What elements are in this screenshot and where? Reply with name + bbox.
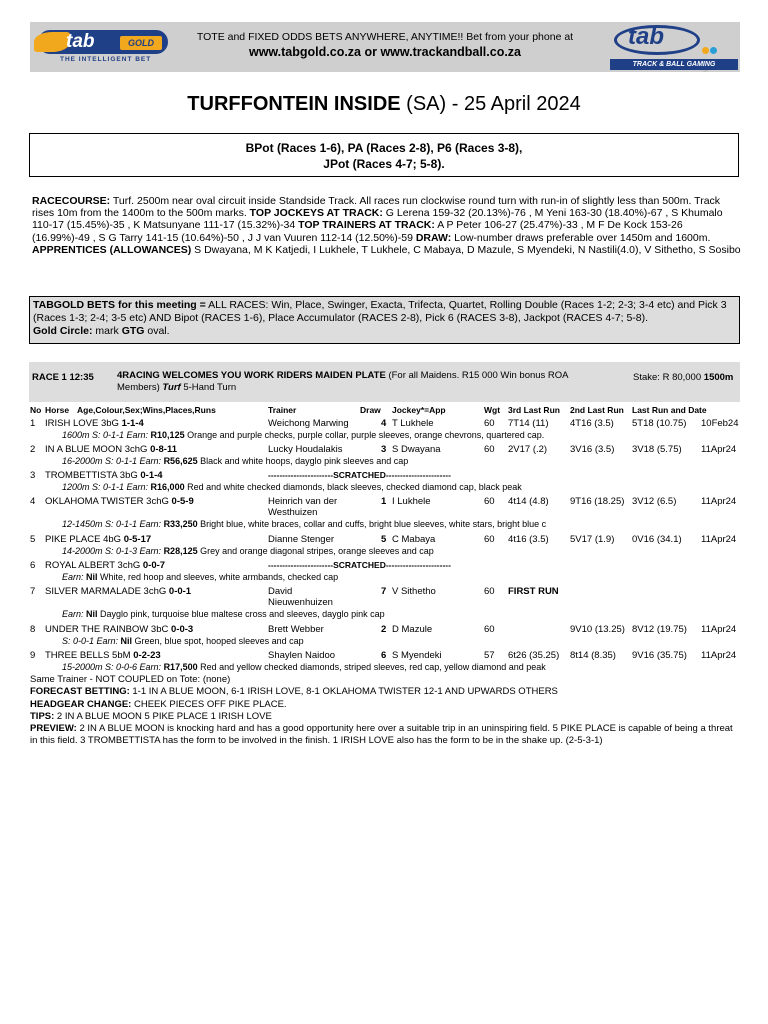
- runner-jockey: V Sithetho: [392, 586, 436, 597]
- runner-colours: Bright blue, white braces, collar and cuffs, bright blue sleeves, white stars, bright blue c: [197, 519, 547, 529]
- bets-box: [29, 296, 740, 344]
- runner-stats: 12-1450m S: 0-1-1 Earn:: [62, 519, 164, 529]
- col-trainer: Trainer: [268, 405, 297, 415]
- preview-line: [30, 723, 742, 748]
- trainers-text: A P Peter 106-27 (25.47%)-33 , M F De Kock 153-26 (16.99%)-49 , S G Tarry 141-15 (10.64%)-50 , J J van Vuuren 112-14 (12.50%)-59: [32, 219, 683, 244]
- runner-notes: [62, 456, 408, 466]
- runner-stats: Earn:: [62, 609, 87, 619]
- trackandball-logo[interactable]: [610, 23, 738, 71]
- runner-earnings: R16,000: [150, 482, 185, 492]
- racecourse-label: RACECOURSE:: [32, 195, 111, 207]
- tips-text: 2 IN A BLUE MOON 5 PIKE PLACE 1 IRISH LOVE: [54, 710, 272, 722]
- racecourse-info: [32, 195, 742, 256]
- last-run: 8V12 (19.75): [632, 624, 687, 635]
- last-run-date: 11Apr24: [701, 650, 737, 661]
- runner-draw: 7: [381, 586, 387, 597]
- runner-colours: Red and yellow checked diamonds, striped sleeves, red cap, yellow diamond and peak: [197, 662, 546, 672]
- last-run: 3V18 (5.75): [632, 444, 682, 455]
- page-title: [0, 93, 768, 116]
- second-last-run: 8t14 (8.35): [570, 650, 616, 661]
- preview-text: 2 IN A BLUE MOON is knocking hard and has a good opportunity here over a suitable trip in an uninspiring field. 5 PIKE PLACE is capable of being a threat in this field. 3 TROMBETTISTA has the form to be involved in the finish. 1 IRISH LOVE also has the form to be in the shake up. (2-5-3-1): [30, 723, 733, 747]
- gold-circle-end: oval.: [144, 325, 170, 337]
- col-weight: Wgt: [484, 405, 501, 415]
- col-details: Age,Colour,Sex;Wins,Places,Runs: [77, 405, 216, 415]
- logo-tab-word: tab: [66, 31, 95, 52]
- runner-stats: 14-2000m S: 0-1-3 Earn:: [62, 546, 164, 556]
- horse-description: 3chG: [122, 444, 151, 455]
- runner-stats: 1200m S: 0-1-1 Earn:: [62, 482, 151, 492]
- runner-weight: 60: [484, 624, 495, 635]
- horse-name-link[interactable]: PIKE PLACE: [45, 534, 101, 545]
- runner-notes: [62, 609, 385, 619]
- runner-trainer: Lucky Houdalakis: [268, 444, 343, 455]
- runner-colours: White, red hoop and sleeves, white armbands, checked cap: [97, 572, 339, 582]
- runner-colours: Dayglo pink, turquoise blue maltese cross and sleeves, dayglo pink cap: [97, 609, 385, 619]
- runner-trainer: Brett Webber: [268, 624, 324, 635]
- last-run-date: 11Apr24: [701, 534, 737, 545]
- runner-draw: 5: [381, 534, 387, 545]
- runner-weight: 60: [484, 444, 495, 455]
- runner-weight: 60: [484, 418, 495, 429]
- runner-colours: Green, blue spot, hooped sleeves and cap: [132, 636, 304, 646]
- horse-name-link[interactable]: ROYAL ALBERT: [45, 560, 115, 571]
- runner-trainer: David: [268, 586, 293, 597]
- third-last-run: 4t14 (4.8): [508, 496, 549, 507]
- gold-circle-text: mark: [92, 325, 122, 337]
- runner-weight: 60: [484, 586, 495, 597]
- stake-amount: Stake: R 80,000: [633, 372, 704, 383]
- runner-notes: [62, 662, 546, 672]
- runner-draw: 2: [381, 624, 387, 635]
- runner-notes: [62, 572, 338, 582]
- runner-trainer: Dianne Stenger: [268, 534, 335, 545]
- horse-name-link[interactable]: IN A BLUE MOON: [45, 444, 123, 455]
- runner-number: 4: [30, 496, 36, 507]
- second-last-run: 3V16 (3.5): [570, 444, 615, 455]
- gold-circle-label: Gold Circle:: [33, 325, 93, 337]
- runner-draw: 6: [381, 650, 387, 661]
- horse-name-link[interactable]: SILVER MARMALADE: [45, 586, 141, 597]
- runner-earnings: Nil: [86, 609, 98, 619]
- runner-earnings: R56,625: [163, 456, 198, 466]
- race-footer: [30, 674, 742, 748]
- runner-notes: [62, 546, 434, 556]
- headgear-label: HEADGEAR CHANGE:: [30, 698, 132, 710]
- logo-wing-icon: [34, 32, 70, 52]
- forecast-label: FORECAST BETTING:: [30, 686, 130, 698]
- horse-description: 3bG: [117, 470, 141, 481]
- apprentices-text: S Dwayana, M K Katjedi, I Lukhele, T Lukhele, C Mabaya, D Mazule, S Myendeki, N Nastili(4.0), V Sithetho, S Sosibo: [191, 243, 741, 256]
- third-last-run: 7T14 (11): [508, 418, 549, 429]
- last-run-date: 11Apr24: [701, 496, 737, 507]
- pots-box: [29, 133, 739, 177]
- banner-text: [175, 31, 595, 59]
- logo-gold-word: GOLD: [120, 36, 162, 50]
- race-distance: 1500m: [703, 372, 734, 383]
- runner-earnings: Nil: [86, 572, 98, 582]
- last-run: 9V16 (35.75): [632, 650, 687, 661]
- runner-earnings: R17,500: [163, 662, 198, 672]
- draw-text: Low-number draws preferable over 1450m and 1600m.: [451, 231, 711, 244]
- horse-description: 3chG: [143, 496, 172, 507]
- race-header: [29, 362, 740, 402]
- forecast-text: 1-1 IN A BLUE MOON, 6-1 IRISH LOVE, 8-1 OKLAHOMA TWISTER 12-1 AND UPWARDS OTHERS: [129, 686, 558, 698]
- runner-jockey: I Lukhele: [392, 496, 431, 507]
- runner-horse-cell: [45, 586, 191, 597]
- forecast-line: [30, 686, 742, 698]
- horse-form: 0-5-9: [171, 496, 194, 507]
- second-last-run: 9T16 (18.25): [570, 496, 625, 507]
- runner-trainer: Shaylen Naidoo: [268, 650, 336, 661]
- runner-trainer: Heinrich van der: [268, 496, 338, 507]
- horse-name-link[interactable]: TROMBETTISTA: [45, 470, 118, 481]
- runner-horse-cell: [45, 496, 194, 507]
- second-last-run: 4T16 (3.5): [570, 418, 614, 429]
- runner-earnings: Nil: [120, 636, 133, 646]
- scratched-marker: -----------------------SCRATCHED-----------------------: [268, 470, 451, 480]
- runner-draw: 3: [381, 444, 387, 455]
- runner-horse-cell: [45, 418, 144, 429]
- runner-colours: Grey and orange diagonal stripes, orange sleeves and cap: [197, 546, 434, 556]
- runner-horse-cell: [45, 624, 193, 635]
- racecourse-text: Turf. 2500m near oval circuit inside Standside Track. All races run clockwise round turn with run-in of slightly less than 500m. Track rises 10m from the 1400m to the 500m marks.: [32, 195, 721, 220]
- runner-horse-cell: [45, 650, 161, 661]
- runner-number: 2: [30, 444, 36, 455]
- preview-label: PREVIEW:: [30, 723, 77, 735]
- runner-draw: 4: [381, 418, 387, 429]
- banner-urls-link[interactable]: www.tabgold.co.za or www.trackandball.co.za: [248, 45, 522, 59]
- pots-line-1: BPot (Races 1-6), PA (Races 2-8), P6 (Races 3-8),: [245, 141, 523, 155]
- third-last-run: 4t16 (3.5): [508, 534, 549, 545]
- jockeys-label: TOP JOCKEYS AT TRACK:: [249, 207, 383, 220]
- jockeys-text: G Lerena 159-32 (20.13%)-76 , M Yeni 163-30 (18.40%)-67 , S Khumalo 110-17 (15.45%)-35 , K Matsunyane 111-17 (15.32%)-34: [32, 207, 723, 232]
- tabgold-logo[interactable]: [36, 28, 172, 66]
- horse-form: 0-2-23: [133, 650, 161, 661]
- runner-notes: [62, 519, 546, 529]
- title-date: (SA) - 25 April 2024: [400, 93, 581, 115]
- runner-earnings: R28,125: [163, 546, 198, 556]
- banner-promo-line: TOTE and FIXED ODDS BETS ANYWHERE, ANYTIME!! Bet from your phone at: [196, 31, 574, 43]
- col-jockey: Jockey*=App: [392, 405, 446, 415]
- runner-colours: Black and white hoops, dayglo pink sleeves and cap: [197, 456, 409, 466]
- horse-description: 4bG: [100, 534, 124, 545]
- second-last-run: 9V10 (13.25): [570, 624, 625, 635]
- runner-stats: 15-2000m S: 0-0-6 Earn:: [62, 662, 164, 672]
- horse-description: 3chG: [140, 586, 169, 597]
- horse-form: 0-0-7: [142, 560, 166, 571]
- venue-name: TURFFONTEIN INSIDE: [187, 93, 401, 115]
- runner-jockey: C Mabaya: [392, 534, 436, 545]
- runner-jockey: S Myendeki: [392, 650, 442, 661]
- headgear-text: CHEEK PIECES OFF PIKE PLACE.: [131, 698, 287, 710]
- last-run: 3V12 (6.5): [632, 496, 677, 507]
- same-trainer-note: Same Trainer - NOT COUPLED on Tote: (none): [30, 674, 231, 685]
- runner-colours: Orange and purple checks, purple collar, purple sleeves, orange chevrons, quartered cap.: [184, 430, 545, 440]
- race-surface: Turf: [162, 382, 181, 393]
- runner-weight: 57: [484, 650, 495, 661]
- col-third-last: 3rd Last Run: [508, 405, 560, 415]
- horse-name-link[interactable]: UNDER THE RAINBOW: [45, 624, 149, 635]
- bets-label: TABGOLD BETS for this meeting =: [33, 299, 206, 311]
- runner-trainer: Weichong Marwing: [268, 418, 349, 429]
- col-draw: Draw: [360, 405, 381, 415]
- logo-tab-word-right: tab: [628, 23, 664, 50]
- race-number: RACE 1 12:35: [32, 372, 94, 383]
- race-turn: 5-Hand Turn: [180, 382, 237, 393]
- col-horse: Horse: [45, 405, 70, 415]
- col-no: No: [30, 405, 42, 415]
- third-last-run: FIRST RUN: [508, 586, 559, 597]
- runner-jockey: S Dwayana: [392, 444, 441, 455]
- header-banner: [30, 22, 740, 72]
- runner-earnings: R33,250: [163, 519, 198, 529]
- horse-name-link[interactable]: IRISH LOVE: [45, 418, 99, 429]
- race-description: [117, 370, 587, 394]
- runner-stats: S: 0-0-1 Earn:: [62, 636, 121, 646]
- horse-name-link[interactable]: OKLAHOMA TWISTER: [45, 496, 144, 507]
- runner-trainer-cont: Nieuwenhuizen: [268, 597, 333, 608]
- last-run-date: 10Feb24: [701, 418, 739, 429]
- horse-form: 0-8-11: [150, 444, 178, 455]
- tips-label: TIPS:: [30, 710, 55, 722]
- horse-form: 1-1-4: [121, 418, 144, 429]
- bets-text: ALL RACES: Win, Place, Swinger, Exacta, Trifecta, Quartet, Rolling Double (Races 1-2; 2-3; 3-4 etc) and Pick 3 (Races 1-3; 2-4; 3-5 etc) AND Bipot (RACES 1-6), Place Accumulator (RACES 2-8), Pick 6 (RACES 3-8), Jackpot (RACES 4-7; 5-8).: [33, 299, 727, 324]
- runner-notes: [62, 636, 304, 646]
- balls-icon: [702, 41, 724, 49]
- horse-name-link[interactable]: THREE BELLS: [45, 650, 110, 661]
- trainers-label: TOP TRAINERS AT TRACK:: [298, 219, 435, 232]
- runner-number: 3: [30, 470, 36, 481]
- horse-description: 3bG: [98, 418, 122, 429]
- scratched-marker: -----------------------SCRATCHED-----------------------: [268, 560, 451, 570]
- runner-horse-cell: [45, 470, 163, 481]
- gold-circle-mark: GTG: [121, 325, 145, 337]
- runner-earnings: R10,125: [150, 430, 185, 440]
- runner-weight: 60: [484, 496, 495, 507]
- runner-weight: 60: [484, 534, 495, 545]
- runner-trainer-cont: Westhuizen: [268, 507, 318, 518]
- pots-line-2: JPot (Races 4-7; 5-8).: [323, 157, 445, 171]
- race-conditions: (For all Maidens. R15 000 Win bonus ROA Members): [117, 370, 568, 393]
- runner-number: 9: [30, 650, 36, 661]
- horse-description: 5bM: [109, 650, 134, 661]
- runner-number: 6: [30, 560, 36, 571]
- runner-number: 1: [30, 418, 36, 429]
- headgear-line: [30, 699, 742, 711]
- last-run-date: 11Apr24: [701, 624, 737, 635]
- apprentices-label: APPRENTICES (ALLOWANCES): [32, 243, 192, 256]
- horse-description: 3chG: [114, 560, 143, 571]
- col-last-run: Last Run and Date: [632, 405, 707, 415]
- runner-horse-cell: [45, 534, 151, 545]
- runner-number: 8: [30, 624, 36, 635]
- draw-label: DRAW:: [415, 231, 452, 244]
- logo-tagline-right: TRACK & BALL GAMING: [610, 59, 738, 70]
- runner-colours: Red and white checked diamonds, black sleeves, checked diamond cap, black peak: [184, 482, 522, 492]
- runner-horse-cell: [45, 444, 177, 455]
- runner-number: 5: [30, 534, 36, 545]
- runner-stats: Earn:: [62, 572, 87, 582]
- third-last-run: 6t26 (35.25): [508, 650, 560, 661]
- runner-notes: [62, 482, 522, 492]
- horse-description: 3bC: [148, 624, 171, 635]
- horse-form: 0-5-17: [123, 534, 152, 545]
- last-run: 5T18 (10.75): [632, 418, 687, 429]
- second-last-run: 5V17 (1.9): [570, 534, 615, 545]
- runner-draw: 1: [381, 496, 387, 507]
- runner-stats: 16-2000m S: 0-1-1 Earn:: [62, 456, 164, 466]
- horse-form: 0-1-4: [140, 470, 163, 481]
- race-stake: [633, 372, 733, 383]
- runner-stats: 1600m S: 0-1-1 Earn:: [62, 430, 151, 440]
- horse-form: 0-0-3: [171, 624, 194, 635]
- last-run-date: 11Apr24: [701, 444, 737, 455]
- race-name: 4RACING WELCOMES YOU WORK RIDERS MAIDEN PLATE: [117, 370, 386, 381]
- logo-tagline: THE INTELLIGENT BET: [60, 56, 152, 63]
- runner-jockey: D Mazule: [392, 624, 433, 635]
- runner-number: 7: [30, 586, 36, 597]
- last-run: 0V16 (34.1): [632, 534, 682, 545]
- runner-jockey: T Lukhele: [392, 418, 434, 429]
- tips-line: [30, 711, 742, 723]
- runner-horse-cell: [45, 560, 165, 571]
- col-second-last: 2nd Last Run: [570, 405, 624, 415]
- third-last-run: 2V17 (.2): [508, 444, 548, 455]
- runner-notes: [62, 430, 544, 440]
- horse-form: 0-0-1: [168, 586, 192, 597]
